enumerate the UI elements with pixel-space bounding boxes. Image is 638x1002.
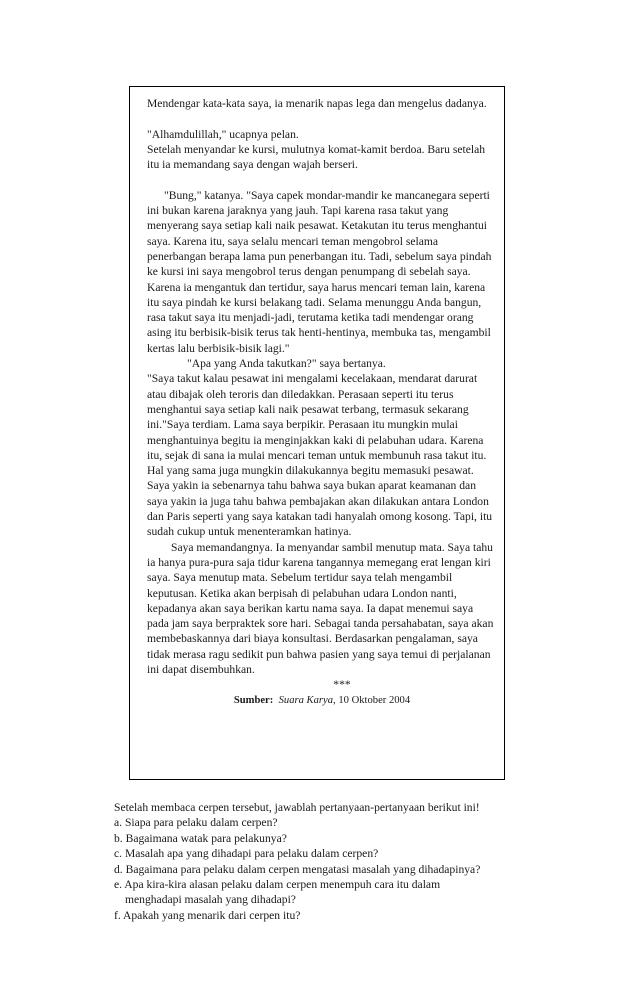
story-paragraph: "Saya takut kalau pesawat ini mengalami kecelakaan, mendarat darurat atau dibajak oleh teroris dan diledakkan. Perasaan seperti itu terus menghantui saya setiap kali naik pesawat terbang, termasuk sekarang ini."Saya terdiam. Lama saya berpikir. Perasaan itu mungkin mulai menghantuinya begitu ia menginjakkan kaki di pelabuhan udara. Karena itu, sejak di sana ia mulai mencari teman untuk membunuh rasa takut itu. Hal yang sama juga mungkin dilakukannya begitu memasuki pesawat. Saya yakin ia sebenarnya tahu bahwa saya bukan aparat keamanan dan saya yakin ia juga tahu bahwa pembajakan akan dilakukan antara London dan Paris seperti yang saya katakan tadi hanyalah omong kosong. Tapi, itu sudah cukup untuk menenteramkan hatinya. [147, 372, 493, 539]
source-publication: Suara Karya [278, 694, 334, 706]
source-citation [147, 693, 497, 708]
question-item: d. Bagaimana para pelaku dalam cerpen mengatasi masalah yang dihadapinya? [114, 862, 481, 876]
question-item-continuation: menghadapi masalah yang dihadapi? [125, 893, 296, 907]
question-list [114, 800, 624, 923]
source-date: , 10 Oktober 2004 [333, 694, 411, 706]
story-paragraph: Setelah menyandar ke kursi, mulutnya komat-kamit berdoa. Baru setelah itu ia memandang saya dengan wajah berseri. [147, 142, 486, 172]
story-paragraph: "Bung," katanya. "Saya capek mondar-mandir ke mancanegara seperti ini bukan karena jaraknya yang jauh. Tapi karena rasa takut yang menyerang saya setiap kali naik pesawat. Ketakutan itu terus menghantui saya. Karena itu, saya selalu mencari teman mengobrol selama penerbangan berapa lama pun penerbangan itu. Tadi, sebelum saya pindah ke kursi ini saya mengobrol terus dengan penumpang di sebelah saya. Karena ia mengantuk dan tertidur, saya harus mencari teman lain, karena itu saya pindah ke kursi belakang tadi. Selama menunggu Anda bangun, rasa takut saya itu menjadi-jadi, terutama ketika tadi mendengar orang asing itu berbisik-bisik terus tak henti-hentinya, membuka tas, mengambil kertas lalu berbisik-bisik lagi." [147, 188, 492, 355]
question-intro: Setelah membaca cerpen tersebut, jawablah pertanyaan-pertanyaan berikut ini! [114, 801, 480, 814]
story-paragraph: Mendengar kata-kata saya, ia menarik napas lega dan mengelus dadanya. [147, 97, 487, 110]
question-item: f. Apakah yang menarik dari cerpen itu? [114, 908, 301, 922]
section-separator: *** [333, 678, 351, 692]
question-item: e. Apa kira-kira alasan pelaku dalam cerpen menempuh cara itu dalam [114, 878, 441, 892]
story-paragraph: "Apa yang Anda takutkan?" saya bertanya. [187, 357, 386, 371]
story-paragraph: "Alhamdulillah," ucapnya pelan. [147, 127, 299, 141]
question-item: a. Siapa para pelaku dalam cerpen? [114, 816, 278, 830]
story-excerpt [147, 96, 497, 708]
question-item: b. Bagaimana watak para pelakunya? [114, 831, 287, 845]
source-label: Sumber: [233, 694, 274, 706]
story-paragraph: Saya memandangnya. Ia menyandar sambil menutup mata. Saya tahu ia hanya pura-pura saja tidur karena tangannya memegang erat lengan kiri saya. Saya menutup mata. Sebelum tertidur saya telah mengambil keputusan. Ketika akan berpisah di pelabuhan udara London nanti, kepadanya akan saya berikan kartu nama saya. Ia dapat menemui saya pada jam saya berpraktek sore hari. Sebagai tanda persahabatan, saya akan membebaskannya dari biaya konsultasi. Berdasarkan pengalaman, saya tidak merasa ragu sedikit pun bahwa pasien yang saya temui di perjalanan ini dapat disembuhkan. [147, 540, 494, 676]
question-item: c. Masalah apa yang dihadapi para pelaku dalam cerpen? [114, 847, 379, 861]
